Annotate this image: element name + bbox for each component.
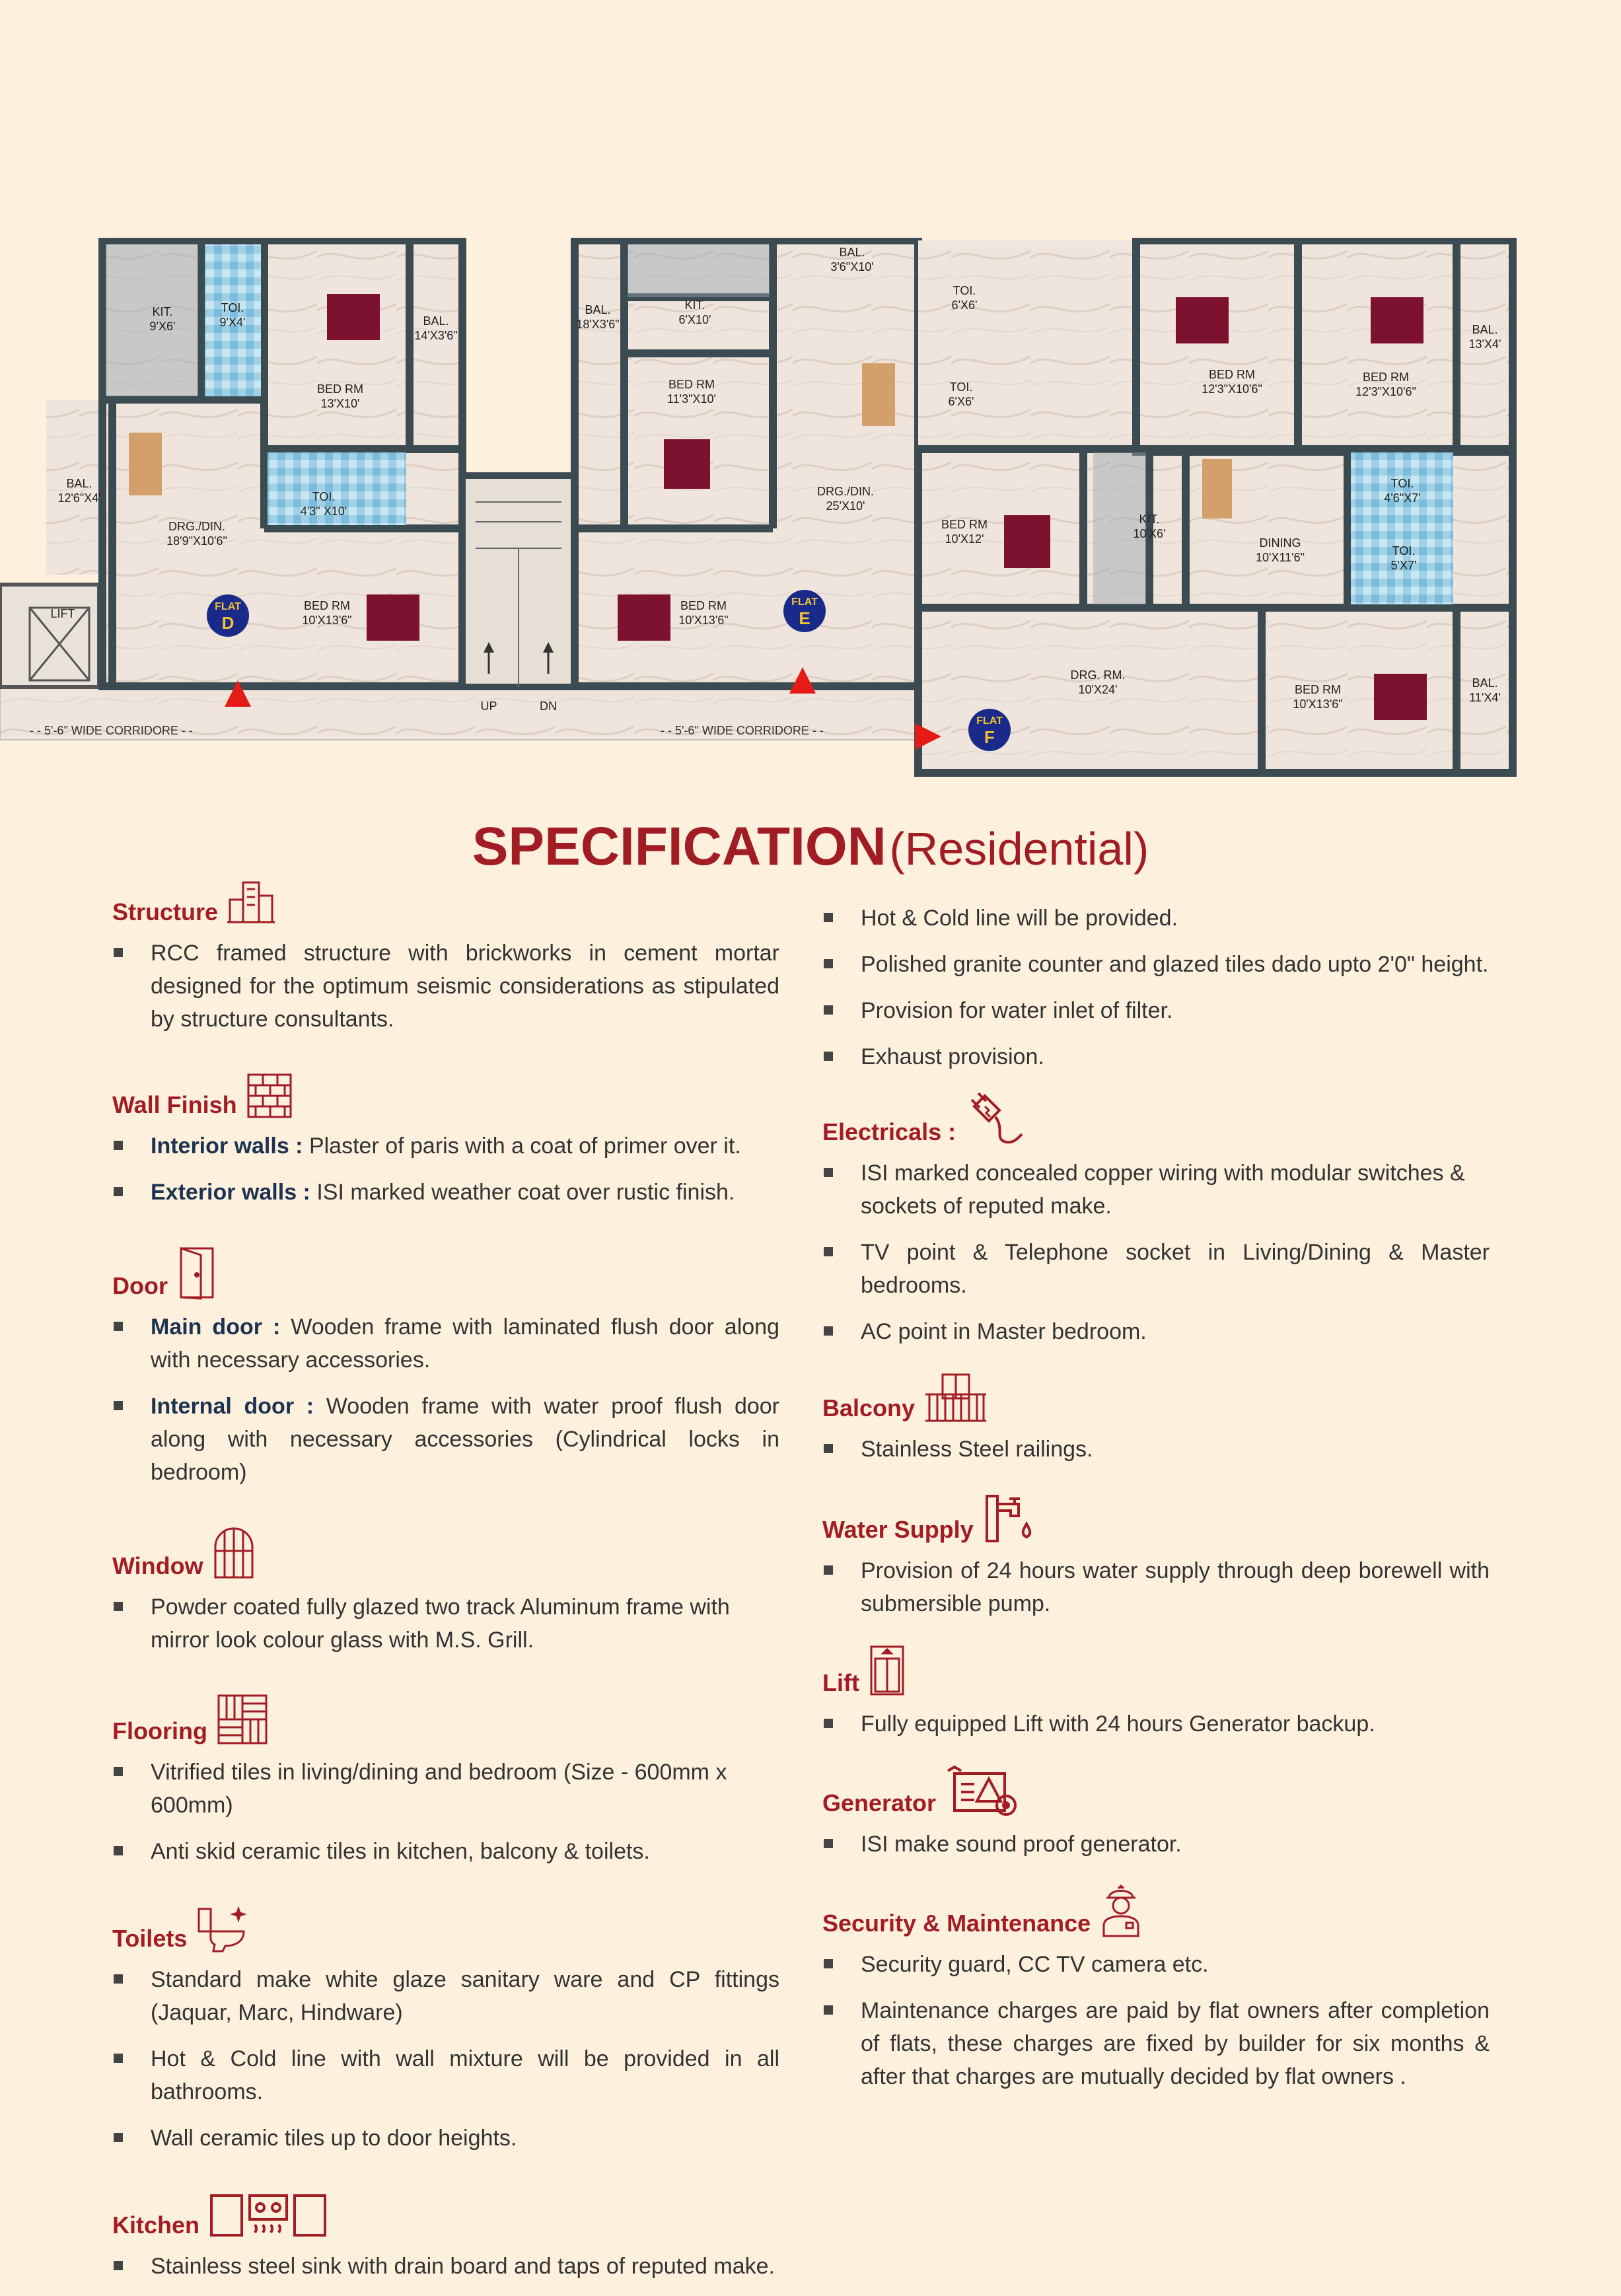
room-size-label: 11'X4' bbox=[1469, 691, 1501, 704]
list-item: Powder coated fully glazed two track Aluminum frame with mirror look colour glass with M.S. Grill. bbox=[112, 1591, 779, 1657]
room-name-label: TOI. bbox=[949, 380, 973, 394]
kitchen-continued-list bbox=[822, 902, 1490, 1073]
flooring-list bbox=[112, 1756, 779, 1868]
room-name-label: DRG. RM. bbox=[1070, 668, 1126, 682]
room-size-label: 10'X13'6" bbox=[302, 614, 352, 627]
floor-tiles-icon bbox=[217, 1694, 268, 1745]
room-name-label: TOI. bbox=[953, 284, 976, 297]
title-sub: (Residential) bbox=[889, 823, 1149, 875]
room-name-label: BED RM bbox=[303, 599, 351, 612]
room-size-label: 6'X10' bbox=[678, 313, 711, 326]
svg-text:D: D bbox=[221, 613, 234, 633]
floor-plan bbox=[0, 238, 1621, 779]
room-name-label: BED RM bbox=[316, 382, 364, 396]
flat-badge-d bbox=[207, 594, 249, 637]
list-item: Maintenance charges are paid by flat owners after completion of flats, these charges are fixed by builder for six months & after that charges are mutually decided by flat owners . bbox=[822, 1994, 1490, 2093]
toilet-icon bbox=[196, 1905, 250, 1953]
room-name-label: BAL. bbox=[1472, 323, 1498, 336]
list-item: TV point & Telephone socket in Living/Dining & Master bedrooms. bbox=[822, 1236, 1490, 1302]
room-name-label: KIT. bbox=[152, 305, 173, 318]
window-heading: Window bbox=[112, 1526, 779, 1580]
room-size-label: 4'3" X10' bbox=[300, 505, 347, 518]
room-size-label: 10'X13'6" bbox=[678, 614, 729, 627]
room-size-label: 4'6"X7' bbox=[1384, 491, 1421, 505]
wall-finish-list bbox=[112, 1130, 779, 1209]
kitchen-icon bbox=[209, 2192, 328, 2239]
window-icon bbox=[213, 1526, 255, 1580]
room-name-label: BED RM bbox=[1294, 683, 1342, 696]
list-item: Internal door : Wooden frame with water proof flush door along with necessary accessories (Cylindrical locks in bedroom) bbox=[112, 1390, 779, 1489]
lift-label: LIFT bbox=[50, 607, 75, 620]
list-item: Exhaust provision. bbox=[822, 1040, 1490, 1073]
security-heading: Security & Maintenance bbox=[822, 1884, 1490, 1937]
room-size-label: 10'X13'6" bbox=[1293, 698, 1343, 711]
room-size-label: 5'X7' bbox=[1390, 559, 1417, 572]
svg-text:FLAT: FLAT bbox=[215, 601, 241, 612]
generator-icon bbox=[945, 1764, 1019, 1817]
door-heading: Door bbox=[112, 1246, 779, 1300]
door-list bbox=[112, 1310, 779, 1489]
electricals-list bbox=[822, 1157, 1490, 1348]
stair-down-label: DN bbox=[540, 700, 557, 713]
list-item: Stainless Steel railings. bbox=[822, 1433, 1490, 1466]
room-size-label: 25'X10' bbox=[826, 499, 865, 513]
elevator-icon bbox=[869, 1644, 906, 1697]
list-item: Provision of 24 hours water supply through deep borewell with submersible pump. bbox=[822, 1554, 1490, 1620]
toilets-list bbox=[112, 1963, 779, 2155]
room-size-label: 6'X6' bbox=[948, 395, 974, 408]
structure-heading: Structure bbox=[112, 879, 779, 926]
room-name-label: TOI. bbox=[1390, 477, 1414, 490]
list-item: ISI marked concealed copper wiring with modular switches & sockets of reputed make. bbox=[822, 1157, 1490, 1223]
svg-text:FLAT: FLAT bbox=[791, 596, 818, 608]
toilets-heading: Toilets bbox=[112, 1905, 779, 1953]
room-size-label: 9'X6' bbox=[149, 320, 176, 333]
list-item: ISI make sound proof generator. bbox=[822, 1828, 1490, 1861]
title-main: SPECIFICATION bbox=[472, 816, 886, 877]
room-name-label: BED RM bbox=[1362, 371, 1410, 384]
room-name-label: BED RM bbox=[941, 518, 988, 531]
room-name-label: DRG./DIN. bbox=[816, 485, 875, 498]
kitchen-list bbox=[112, 2250, 779, 2283]
flat-badge-e bbox=[783, 590, 826, 632]
stair-up-label: UP bbox=[480, 700, 497, 713]
room-name-label: BAL. bbox=[423, 314, 449, 328]
room-size-label: 13'X10' bbox=[320, 397, 360, 410]
room-size-label: 18'X3'6" bbox=[576, 318, 620, 331]
water-supply-heading: Water Supply bbox=[822, 1489, 1490, 1544]
plug-icon bbox=[965, 1087, 1025, 1146]
room-name-label: DINING bbox=[1259, 536, 1301, 550]
list-item: AC point in Master bedroom. bbox=[822, 1315, 1490, 1348]
list-item: Main door : Wooden frame with laminated flush door along with necessary accessories. bbox=[112, 1310, 779, 1377]
list-item: Hot & Cold line with wall mixture will be provided in all bathrooms. bbox=[112, 2042, 779, 2108]
building-icon bbox=[227, 879, 275, 926]
water-supply-list bbox=[822, 1554, 1490, 1620]
room-name-label: BED RM bbox=[680, 599, 727, 612]
balcony-list bbox=[822, 1433, 1490, 1466]
generator-list bbox=[822, 1828, 1490, 1861]
railing-icon bbox=[924, 1372, 988, 1422]
generator-heading: Generator bbox=[822, 1764, 1490, 1817]
room-name-label: DRG./DIN. bbox=[168, 520, 226, 533]
room-size-label: 10'X12' bbox=[945, 532, 984, 546]
room-name-label: TOI. bbox=[221, 301, 244, 314]
list-item: Standard make white glaze sanitary ware and CP fittings (Jaquar, Marc, Hindware) bbox=[112, 1963, 779, 2029]
lift-heading: Lift bbox=[822, 1644, 1490, 1697]
list-item: Exterior walls : ISI marked weather coat over rustic finish. bbox=[112, 1176, 779, 1209]
room-size-label: 11'3"X10' bbox=[667, 392, 716, 406]
room-size-label: 10'X6' bbox=[1133, 527, 1166, 540]
room-name-label: TOI. bbox=[1392, 544, 1416, 557]
room-size-label: 10'X11'6" bbox=[1256, 551, 1305, 564]
room-name-label: BED RM bbox=[1208, 368, 1256, 381]
room-size-label: 6'X6' bbox=[951, 299, 978, 312]
spec-right-column bbox=[822, 902, 1490, 2106]
corridor-label-right: - - 5'-6" WIDE CORRIDORE - - bbox=[661, 724, 824, 737]
spec-left-column bbox=[112, 879, 779, 2296]
kitchen-heading: Kitchen bbox=[112, 2192, 779, 2239]
room-name-label: BAL. bbox=[1472, 676, 1498, 690]
corridor-label-left: - - 5'-6" WIDE CORRIDORE - - bbox=[30, 724, 193, 737]
room-size-label: 12'6"X4' bbox=[57, 491, 101, 505]
list-item: Fully equipped Lift with 24 hours Generator backup. bbox=[822, 1707, 1490, 1740]
water-tap-icon bbox=[983, 1489, 1037, 1544]
room-name-label: KIT. bbox=[684, 299, 705, 312]
balcony-heading: Balcony bbox=[822, 1372, 1490, 1422]
room-size-label: 3'6"X10' bbox=[830, 260, 874, 273]
wall-finish-heading: Wall Finish bbox=[112, 1073, 779, 1119]
door-icon bbox=[177, 1246, 217, 1300]
list-item: RCC framed structure with brickworks in cement mortar designed for the optimum seismic considerations as stipulated by structure consultants. bbox=[112, 937, 779, 1036]
list-item: Vitrified tiles in living/dining and bedroom (Size - 600mm x 600mm) bbox=[112, 1756, 779, 1822]
flooring-heading: Flooring bbox=[112, 1694, 779, 1745]
specification-title bbox=[0, 816, 1621, 878]
svg-text:FLAT: FLAT bbox=[976, 715, 1003, 727]
list-item: Interior walls : Plaster of paris with a coat of primer over it. bbox=[112, 1130, 779, 1163]
list-item: Provision for water inlet of filter. bbox=[822, 994, 1490, 1027]
room-size-label: 10'X24' bbox=[1078, 683, 1118, 696]
list-item: Anti skid ceramic tiles in kitchen, balcony & toilets. bbox=[112, 1835, 779, 1868]
room-name-label: KIT. bbox=[1139, 513, 1160, 526]
room-size-label: 13'X4' bbox=[1468, 338, 1501, 351]
room-name-label: BAL. bbox=[585, 303, 611, 316]
flat-badge-f bbox=[968, 709, 1011, 751]
security-guard-icon bbox=[1100, 1884, 1142, 1937]
svg-text:E: E bbox=[799, 608, 810, 628]
room-name-label: TOI. bbox=[312, 490, 336, 503]
room-name-label: BED RM bbox=[668, 378, 715, 391]
lift-list bbox=[822, 1707, 1490, 1740]
list-item: Polished granite counter and glazed tiles dado upto 2'0" height. bbox=[822, 948, 1490, 981]
window-list bbox=[112, 1591, 779, 1657]
room-name-label: BAL. bbox=[66, 477, 92, 490]
list-item: Security guard, CC TV camera etc. bbox=[822, 1948, 1490, 1981]
structure-list bbox=[112, 937, 779, 1036]
room-size-label: 12'3"X10'6" bbox=[1202, 382, 1262, 396]
svg-text:F: F bbox=[984, 727, 995, 747]
list-item: Hot & Cold line will be provided. bbox=[822, 902, 1490, 935]
room-size-label: 12'3"X10'6" bbox=[1355, 385, 1416, 398]
list-item: Wall ceramic tiles up to door heights. bbox=[112, 2122, 779, 2155]
room-size-label: 14'X3'6" bbox=[414, 329, 458, 342]
room-name-label: BAL. bbox=[839, 246, 865, 259]
electricals-heading: Electricals : bbox=[822, 1087, 1490, 1146]
room-size-label: 18'9"X10'6" bbox=[166, 534, 227, 548]
list-item: Stainless steel sink with drain board and taps of reputed make. bbox=[112, 2250, 779, 2283]
security-list bbox=[822, 1948, 1490, 2093]
brick-wall-icon bbox=[246, 1073, 293, 1119]
room-size-label: 9'X4' bbox=[219, 316, 246, 329]
